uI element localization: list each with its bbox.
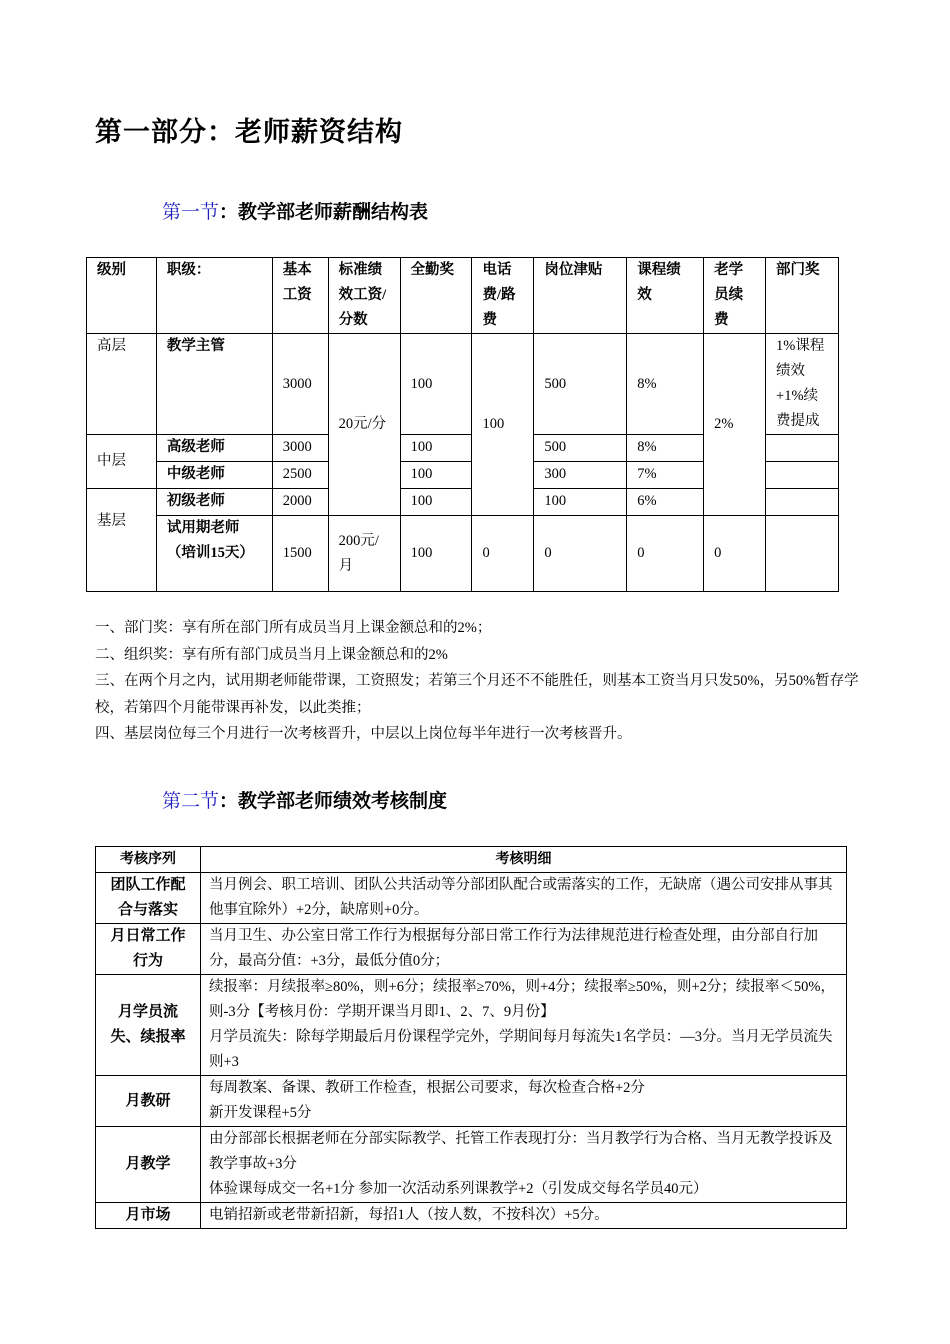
perf-category: 月教研: [96, 1076, 201, 1127]
perf-category: 月学员流失、续报率: [96, 975, 201, 1076]
rank-cell: 中级老师: [156, 462, 272, 489]
detail-line: 电销招新或老带新招新，每招1人（按人数，不按科次）+5分。: [209, 1207, 609, 1223]
level-middle: 中层: [87, 435, 157, 489]
perf-category: 月教学: [96, 1127, 201, 1203]
rank-cell: 教学主管: [156, 334, 272, 435]
note-item: 四、基层岗位每三个月进行一次考核晋升，中层以上岗位每半年进行一次考核晋升。: [95, 726, 632, 742]
salary-row-trial: [87, 516, 839, 592]
dept-bonus-empty: [766, 489, 839, 516]
renewal-merged-cell: 2%: [704, 334, 766, 516]
header-std-perf: 标准绩效工资/分数: [328, 258, 400, 334]
header-attendance: 全勤奖: [400, 258, 472, 334]
attendance-cell: 100: [400, 435, 472, 462]
dept-bonus-empty: [766, 462, 839, 489]
level-high: 高层: [87, 334, 157, 435]
salary-row-supervisor: [87, 334, 839, 435]
detail-line: 新开发课程+5分: [209, 1105, 312, 1121]
note-item: 一、部门奖：享有所在部门所有成员当月上课金额总和的2%；: [95, 620, 492, 636]
course-perf-cell: 8%: [627, 334, 704, 435]
detail-line: 月学员流失：除每学期最后月份课程学完外，学期间每月每流失1名学员：—3分。当月无学员流失则+3: [209, 1029, 833, 1070]
header-renewal: 老学员续费: [704, 258, 766, 334]
attendance-cell: 100: [400, 516, 472, 592]
course-perf-cell: 6%: [627, 489, 704, 516]
header-course-perf: 课程绩效: [627, 258, 704, 334]
perf-row: [96, 975, 847, 1076]
course-perf-cell: 8%: [627, 435, 704, 462]
rank-cell: 试用期老师（培训15天）: [156, 516, 272, 592]
perf-header-row: [96, 847, 847, 873]
detail-line: 体验课每成交一名+1分 参加一次活动系列课教学+2（引发成交每名学员40元）: [209, 1181, 708, 1197]
perf-detail: [201, 1127, 847, 1203]
attendance-cell: 100: [400, 489, 472, 516]
post-allowance-cell: 300: [534, 462, 627, 489]
header-base-salary: 基本工资: [272, 258, 328, 334]
note-item: 二、组织奖：享有所有部门成员当月上课金额总和的2%: [95, 646, 448, 663]
salary-structure-table: [86, 257, 839, 592]
detail-line: 续报率：月续报率≥80%，则+6分；续报率≥70%，则+4分；续报率≥50%，则+2分；续报率＜50%，则-3分【考核月份：学期开课当月即1、2、7、9月份】: [209, 979, 835, 1020]
salary-header-row: [87, 258, 839, 334]
base-salary-cell: 2000: [272, 489, 328, 516]
level-base: 基层: [87, 489, 157, 592]
base-salary-cell: 3000: [272, 334, 328, 435]
note-item: 三、在两个月之内，试用期老师能带课，工资照发；若第三个月还不不能胜任，则基本工资当月只发50%，另50%暂存学校，若第四个月能带课再补发，以此类推；: [95, 673, 859, 716]
detail-line: 由分部部长根据老师在分部实际教学、托管工作表现打分：当月教学行为合格、当月无教学投诉及教学事故+3分: [209, 1131, 833, 1172]
post-allowance-cell: 500: [534, 334, 627, 435]
header-level: 级别: [87, 258, 157, 334]
perf-row: [96, 1076, 847, 1127]
section-2-prefix: 第二节: [162, 790, 220, 812]
rank-cell: 高级老师: [156, 435, 272, 462]
perf-category: 月日常工作行为: [96, 924, 201, 975]
perf-row: [96, 1203, 847, 1229]
section-2-heading: [162, 786, 447, 813]
perf-detail: [201, 873, 847, 924]
section-1-heading: [162, 197, 428, 224]
header-rank: 职级：: [156, 258, 272, 334]
detail-line: 当月例会、职工培训、团队公共活动等分部团队配合或需落实的工作，无缺席（遇公司安排从事其他事宜除外）+2分，缺席则+0分。: [209, 877, 833, 918]
phone-merged-cell: 100: [472, 334, 534, 516]
header-detail: 考核明细: [201, 847, 847, 873]
rank-cell: 初级老师: [156, 489, 272, 516]
phone-cell: 0: [472, 516, 534, 592]
header-phone: 电话费/路费: [472, 258, 534, 334]
page-title: 第一部分：老师薪资结构: [95, 117, 403, 148]
header-dept-bonus: 部门奖: [766, 258, 839, 334]
std-perf-cell: 200元/月: [328, 516, 400, 592]
perf-detail: [201, 1203, 847, 1229]
header-post-allowance: 岗位津贴: [534, 258, 627, 334]
perf-category: 月市场: [96, 1203, 201, 1229]
base-salary-cell: 1500: [272, 516, 328, 592]
course-perf-cell: 7%: [627, 462, 704, 489]
course-perf-cell: 0: [627, 516, 704, 592]
performance-table: [95, 846, 847, 1229]
detail-line: 当月卫生、办公室日常工作行为根据每分部日常工作行为法律规范进行检查处理，由分部自行加分，最高分值：+3分，最低分值0分；: [209, 928, 818, 969]
attendance-cell: 100: [400, 462, 472, 489]
section-2-title: ：教学部老师绩效考核制度: [219, 790, 448, 812]
perf-detail: [201, 924, 847, 975]
attendance-cell: 100: [400, 334, 472, 435]
post-allowance-cell: 0: [534, 516, 627, 592]
base-salary-cell: 2500: [272, 462, 328, 489]
dept-bonus-empty: [766, 435, 839, 462]
post-allowance-cell: 500: [534, 435, 627, 462]
dept-bonus-empty: [766, 516, 839, 592]
perf-detail: [201, 1076, 847, 1127]
section-1-title: ：教学部老师薪酬结构表: [219, 201, 429, 223]
post-allowance-cell: 100: [534, 489, 627, 516]
perf-category: 团队工作配合与落实: [96, 873, 201, 924]
perf-row: [96, 924, 847, 975]
perf-row: [96, 1127, 847, 1203]
salary-notes: [95, 615, 870, 748]
perf-detail: [201, 975, 847, 1076]
renewal-cell: 0: [704, 516, 766, 592]
header-category: 考核序列: [96, 847, 201, 873]
section-1-prefix: 第一节: [162, 201, 220, 223]
base-salary-cell: 3000: [272, 435, 328, 462]
detail-line: 每周教案、备课、教研工作检查，根据公司要求，每次检查合格+2分: [209, 1080, 645, 1096]
dept-bonus-cell: 1%课程绩效+1%续费提成: [766, 334, 839, 435]
std-perf-merged-cell: 20元/分: [328, 334, 400, 516]
perf-row: [96, 873, 847, 924]
